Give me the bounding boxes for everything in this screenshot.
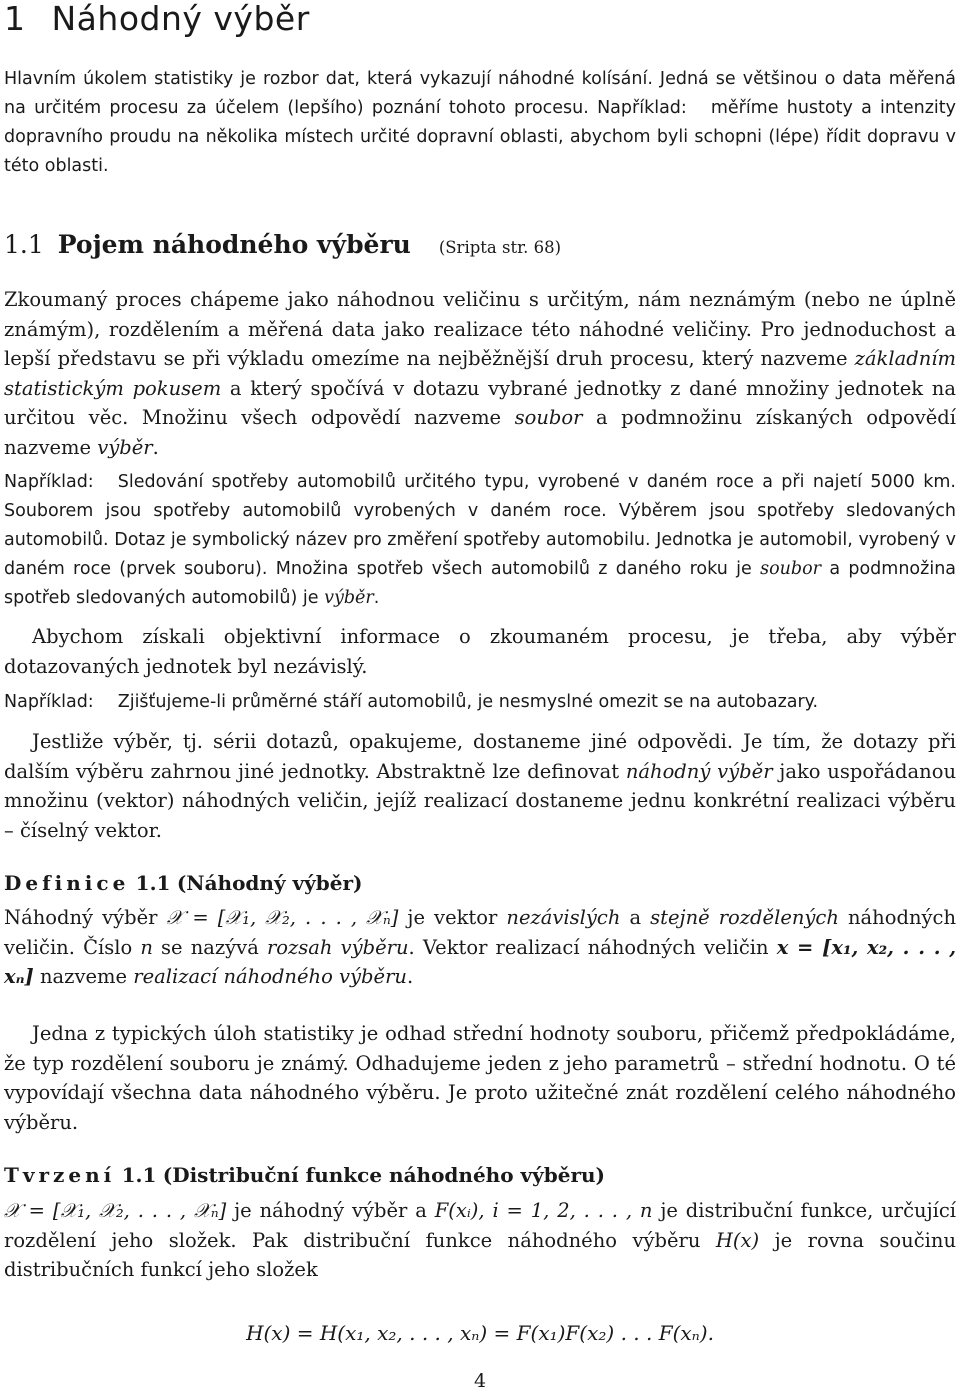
symbol-n: n: [140, 935, 153, 959]
para1-emphasis-soubor: soubor: [514, 406, 583, 429]
theorem-text: je náhodný výběr a: [226, 1199, 435, 1222]
theorem-text: je rovna součinu distribučních funkcí jeho složek: [4, 1228, 956, 1281]
paragraph-estimation: Jedna z typických úloh statistiky je odhad střední hodnoty souboru, přičemž předpokládáme, že typ rozdělení souboru je známý. Odhadujeme jeden z jeho parametrů – střední hodnotu. O té vypovídají všechna data náhodného výběru. Je proto užitečné znát rozdělení celého náhodného výběru.: [4, 1022, 956, 1134]
definition-text: a: [620, 906, 651, 929]
chapter-number: 1: [4, 0, 26, 38]
intro-example-text: měříme hustoty a intenzity dopravního proudu na několika místech určité dopravní oblasti, abychom byli schopni (lépe) řídit dopravu v této oblasti.: [4, 98, 956, 176]
realization-vector: x = [x₁, x₂, . . . , xₙ]: [4, 935, 956, 988]
page-number: 4: [473, 1370, 487, 1392]
theorem-title: (Distribuční funkce náhodného výběru): [162, 1163, 605, 1187]
definition-text: je vektor: [398, 906, 507, 929]
para1-text-b: a který spočívá v dotazu vybrané jednotky z dané množiny jednotek na určitou věc. Množinu všech odpovědí nazveme: [4, 376, 956, 429]
chapter-title: Náhodný výběr: [51, 0, 310, 38]
example2-emphasis-soubor: soubor: [760, 559, 821, 579]
para1-text-d: .: [152, 435, 159, 459]
theorem-body: [4, 1196, 956, 1285]
definition-emphasis: realizací náhodného výběru: [133, 965, 407, 988]
section-heading: [4, 228, 956, 265]
definition-text: se nazývá: [152, 935, 267, 959]
intro-paragraph: [4, 65, 956, 181]
definition-title: (Náhodný výběr): [176, 871, 363, 895]
section-note: (Sripta str. 68): [438, 238, 562, 257]
para1-emphasis-vyber: výběr: [97, 435, 153, 459]
paragraph-random-sample: [4, 727, 956, 845]
definition-label: Definice: [4, 871, 130, 895]
definition-text: Náhodný výběr: [4, 906, 167, 929]
definition-body: [4, 903, 956, 992]
example-label: Například:: [4, 692, 94, 712]
definition-text: nazveme: [33, 965, 134, 988]
definition-text: . Vektor realizací náhodných veličin: [408, 935, 777, 959]
para3-text-b: jako uspořádanou množinu (vektor) náhodných veličin, jejíž realizací dostaneme jednu konkrétní realizaci výběru – číselný vektor.: [4, 759, 957, 842]
theorem-number: 1.1: [121, 1163, 157, 1187]
definition-emphasis: stejně rozdělených: [650, 906, 839, 929]
section-title: Pojem náhodného výběru: [57, 230, 411, 259]
theorem-label: Tvrzení: [4, 1163, 116, 1187]
definition-text: .: [406, 965, 414, 988]
definition-text: náhodných veličin. Číslo: [4, 906, 956, 959]
product-equation: H(x) = H(x₁, x₂, . . . , xₙ) = F(x₁)F(x₂) . . . F(xₙ).: [246, 1321, 714, 1345]
intro-text: Hlavním úkolem statistiky je rozbor dat, která vykazují náhodné kolísání. Jedná se většinou o data měřená na určitém procesu za účelem (lepšího) poznání tohoto procesu.: [4, 69, 956, 118]
definition-heading: [4, 868, 956, 898]
para1-emphasis-pokus: základním statistickým pokusem: [4, 347, 956, 400]
random-vector: 𝒳 = [𝒳₁, 𝒳₂, . . . , 𝒳ₙ]: [4, 1199, 227, 1222]
definition-emphasis: rozsah výběru: [266, 935, 409, 959]
para3-emphasis: náhodný výběr: [625, 759, 773, 783]
theorem-heading: [4, 1160, 956, 1190]
chapter-heading: [4, 0, 956, 38]
example2-text-a: Sledování spotřeby automobilů určitého typu, vyrobené v daném roce a při najetí 5000 km. Souborem jsou spotřeby automobilů vyrobených v daném roce. Výběrem jsou spotřeby sledovaných automobilů. Dotaz je symbolický název pro změření spotřeby automobilu. Jednotka je automobil, vyrobený v daném roce (prvek souboru). Množina spotřeb všech automobilů z daného roku je: [4, 472, 956, 579]
distribution-function: F(xᵢ), i = 1, 2, . . . , n: [434, 1199, 653, 1222]
example-label: Například:: [4, 472, 94, 492]
random-vector: 𝒳 = [𝒳₁, 𝒳₂, . . . , 𝒳ₙ]: [166, 906, 399, 929]
paragraph-process: [4, 285, 956, 462]
example2-text-b: a podmnožina spotřeb sledovaných automobilů) je: [4, 559, 957, 608]
theorem-text: je distribuční funkce, určující rozdělení jeho složek. Pak distribuční funkce náhodného výběru: [4, 1199, 957, 1252]
para1-text-c: a podmnožinu získaných odpovědí nazveme: [4, 406, 956, 459]
section-number: 1.1: [4, 230, 44, 259]
example-car-age: [4, 688, 956, 717]
example2-text-c: .: [373, 588, 380, 608]
example2-emphasis-vyber: výběr: [324, 588, 374, 608]
para3-text-a: Jestliže výběr, tj. sérii dotazů, opakujeme, dostaneme jiné odpovědi. Je tím, že dotazy při dalším výběru zahrnou jiné jednotky. Abstraktně lze definovat: [4, 730, 956, 783]
example-label: Například:: [597, 98, 687, 118]
definition-number: 1.1: [135, 871, 171, 895]
para1-text-a: Zkoumaný proces chápeme jako náhodnou veličinu s určitým, nám neznámým (nebo ne úplně známým), rozdělením a měřená data jako realizace této náhodné veličiny. Pro jednoduchost a lepší představu se při výkladu omezíme na nejběžnější druh procesu, který nazveme: [4, 288, 956, 370]
paragraph-independence: Abychom získali objektivní informace o zkoumaném procesu, je třeba, aby výběr dotazovaných jednotek byl nezávislý.: [4, 625, 956, 678]
example-fuel: [4, 468, 956, 613]
joint-distribution-function: H(x): [715, 1228, 760, 1252]
definition-emphasis: nezávislých: [506, 906, 621, 929]
example3-text: Zjišťujeme-li průměrné stáří automobilů, je nesmyslné omezit se na autobazary.: [117, 692, 819, 712]
